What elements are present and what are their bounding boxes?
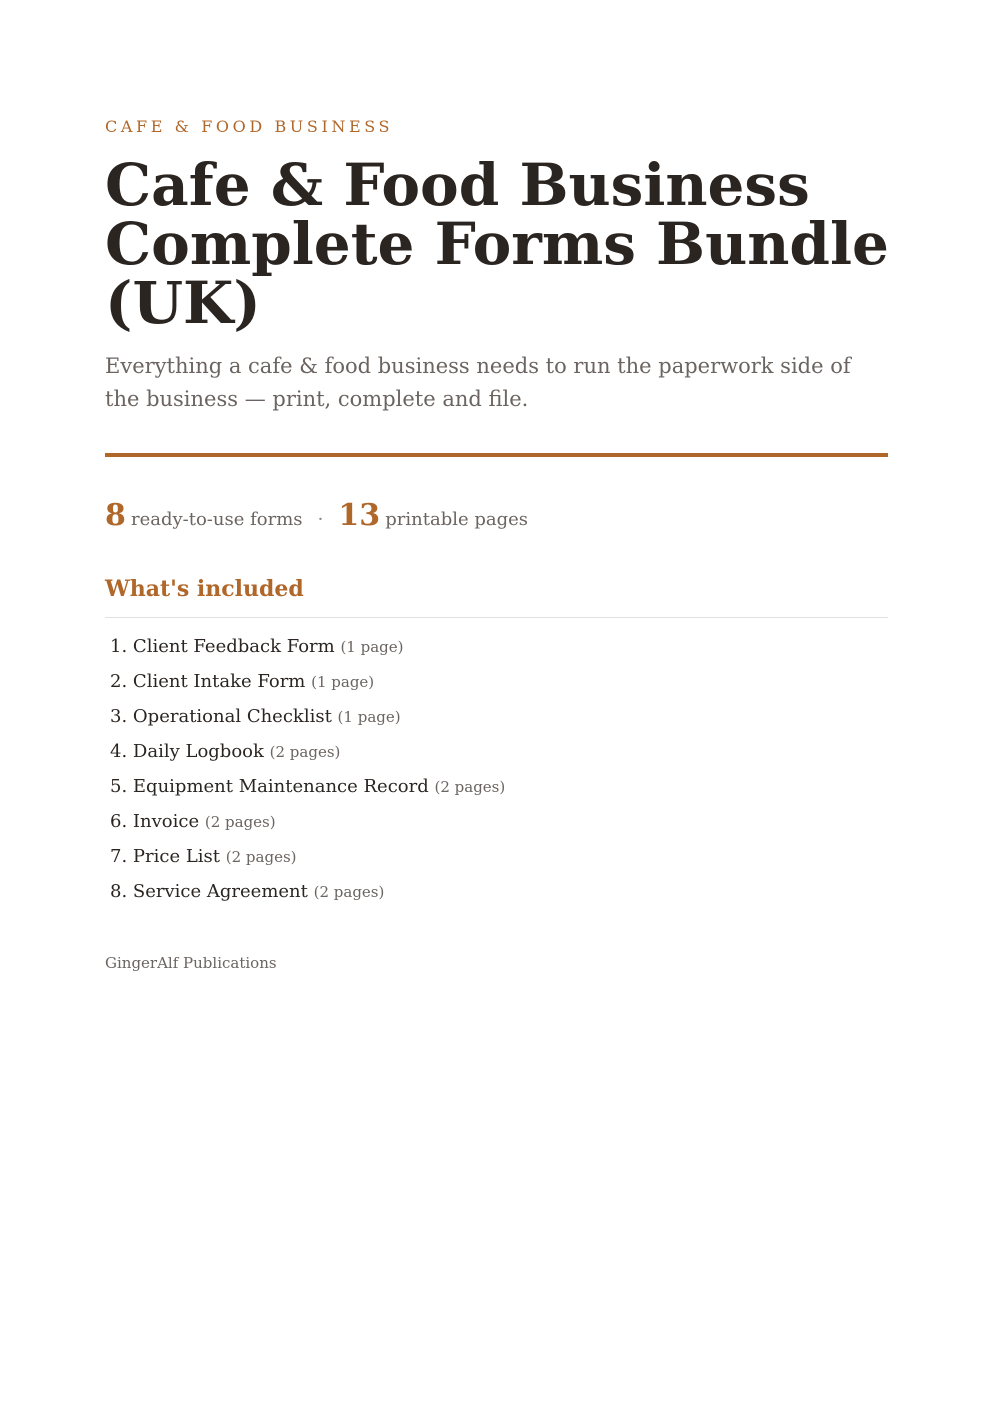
form-page-count: (1 page) <box>340 638 404 656</box>
form-name: Client Feedback Form <box>132 636 335 657</box>
pages-count-label: printable pages <box>385 509 529 530</box>
publisher-footer: GingerAlf Publications <box>105 954 277 972</box>
form-name: Invoice <box>132 811 200 832</box>
form-page-count: (2 pages) <box>434 778 506 796</box>
stats-separator: · <box>317 509 324 530</box>
form-name: Service Agreement <box>132 881 308 902</box>
form-page-count: (2 pages) <box>225 848 297 866</box>
stats-line <box>105 498 528 533</box>
form-page-count: (1 page) <box>337 708 401 726</box>
item-number: 4. <box>110 741 128 762</box>
list-item <box>110 877 505 912</box>
forms-count: 8 <box>105 498 126 533</box>
list-item <box>110 667 505 702</box>
form-page-count: (1 page) <box>311 673 375 691</box>
form-name: Price List <box>132 846 221 867</box>
category-eyebrow: CAFE & FOOD BUSINESS <box>105 117 394 136</box>
page-subtitle: Everything a cafe & food business needs to run the paperwork side of the business — print, complete and file. <box>105 354 851 411</box>
list-item <box>110 737 505 772</box>
section-divider <box>105 617 888 618</box>
list-item <box>110 772 505 807</box>
item-number: 1. <box>110 636 128 657</box>
list-item <box>110 632 505 667</box>
form-name: Operational Checklist <box>132 706 332 727</box>
list-item <box>110 702 505 737</box>
forms-count-label: ready-to-use forms <box>130 509 303 530</box>
item-number: 6. <box>110 811 128 832</box>
item-number: 3. <box>110 706 128 727</box>
accent-divider <box>105 453 888 457</box>
item-number: 2. <box>110 671 128 692</box>
item-number: 7. <box>110 846 128 867</box>
form-name: Daily Logbook <box>132 741 264 762</box>
forms-list <box>110 632 505 912</box>
list-item <box>110 807 505 842</box>
included-heading: What's included <box>105 576 304 602</box>
form-page-count: (2 pages) <box>313 883 385 901</box>
form-name: Equipment Maintenance Record <box>132 776 429 797</box>
form-page-count: (2 pages) <box>269 743 341 761</box>
item-number: 5. <box>110 776 128 797</box>
form-page-count: (2 pages) <box>204 813 276 831</box>
form-name: Client Intake Form <box>132 671 306 692</box>
page-title: Cafe & Food Business Complete Forms Bundle (UK) <box>105 151 889 337</box>
pages-count: 13 <box>338 498 381 533</box>
item-number: 8. <box>110 881 128 902</box>
list-item <box>110 842 505 877</box>
